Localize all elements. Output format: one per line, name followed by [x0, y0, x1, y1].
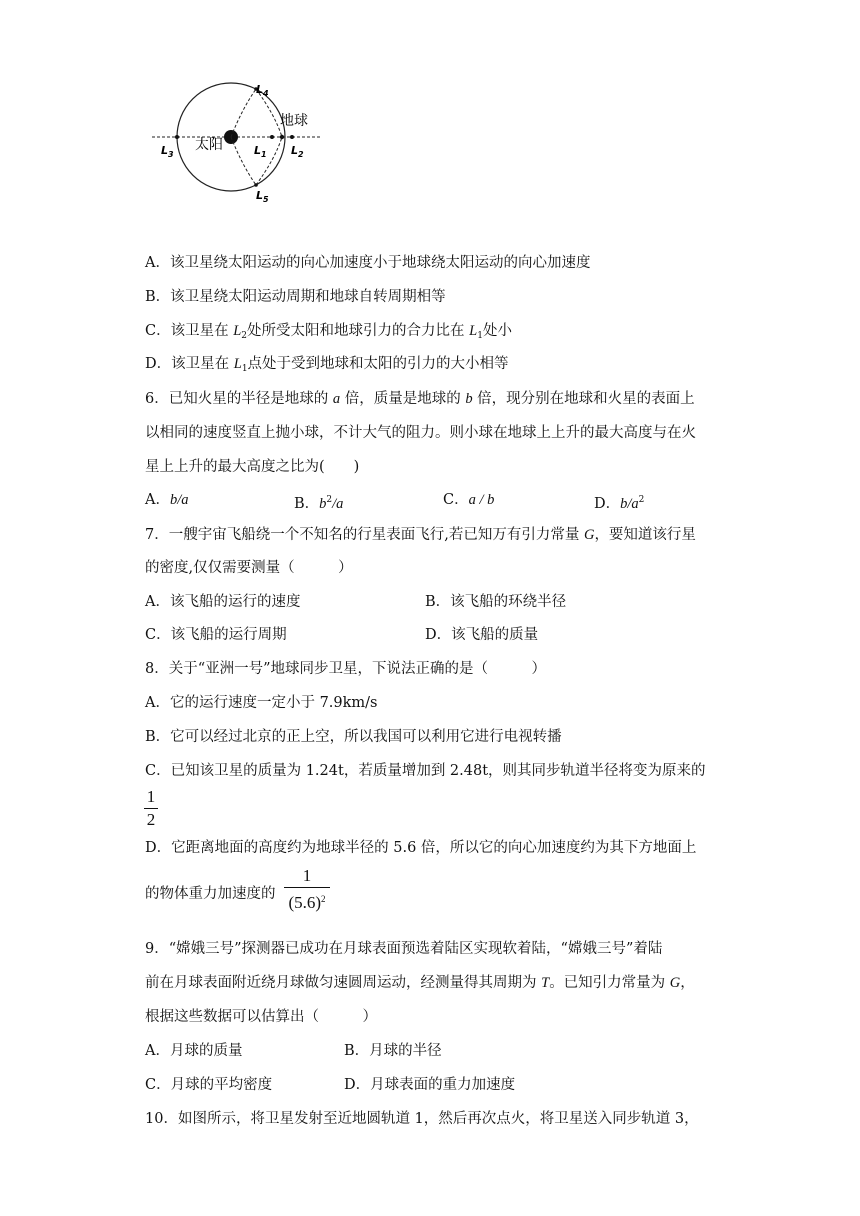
q5-option-a: A．该卫星绕太阳运动的向心加速度小于地球绕太阳运动的向心加速度	[145, 255, 591, 271]
l5-arc-left	[231, 137, 256, 185]
q6-stem-line2: 以相同的速度竖直上抛小球，不计大气的阻力。则小球在地球上上升的最大高度与在火	[145, 425, 696, 441]
q5-option-b: B．该卫星绕太阳运动周期和地球自转周期相等	[145, 289, 446, 305]
q8-option-a: A．它的运行速度一定小于 7.9km/s	[145, 695, 378, 711]
q7-stem-line2: 的密度,仅仅需要测量（ ）	[145, 560, 353, 576]
q5-option-d: D．该卫星在 $L_1$点处于受到地球和太阳的引力的大小相等	[145, 356, 509, 374]
q9-stem-line1: 9．“嫦娥三号”探测器已成功在月球表面预选着陆区实现软着陆，“嫦娥三号”着陆	[145, 941, 663, 957]
q8-stem: 8．关于“亚洲一号”地球同步卫星，下说法正确的是（ ）	[145, 661, 547, 677]
q7-option-c: C．该飞船的运行周期	[145, 627, 287, 643]
q6-stem-line3: 星上上升的最大高度之比为( )	[145, 459, 360, 475]
l3-label: $L_3$	[161, 144, 174, 159]
lagrange-diagram	[150, 75, 325, 205]
q9-stem-line3: 根据这些数据可以估算出（ ）	[145, 1009, 377, 1025]
earth-label: 地球	[280, 113, 308, 129]
l2-label: $L_2$	[291, 144, 304, 159]
q5-option-c: C．该卫星在 $L_2$处所受太阳和地球引力的合力比在 $L_1$处小	[145, 323, 512, 341]
l1-label: $L_1$	[254, 144, 267, 159]
sun-label: 太阳	[195, 137, 223, 153]
q7-option-b: B．该飞船的环绕半径	[425, 594, 567, 610]
q6-option-b: B．$b^2/a$	[294, 495, 344, 512]
l4-label: $L_4$	[256, 83, 269, 98]
l4-arc-upper	[256, 89, 282, 137]
q6-option-d: D．$b/a^2$	[594, 495, 645, 512]
q8-option-c-fraction: 1 2	[144, 787, 158, 830]
q8-option-d-fraction: 1 $(5.6)^2$	[284, 866, 330, 913]
q6-option-a: A．b/a	[145, 492, 189, 508]
q9-option-d: D．月球表面的重力加速度	[344, 1077, 516, 1093]
q7-stem-line1: 7．一艘宇宙飞船绕一个不知名的行星表面飞行,若已知万有引力常量 G，要知道该行星	[145, 527, 696, 543]
q6-option-c: C．a / b	[443, 492, 495, 508]
q6-stem-line1: 6．已知火星的半径是地球的 a 倍，质量是地球的 b 倍，现分别在地球和火星的表面上	[145, 391, 695, 407]
q8-option-c: C．已知该卫星的质量为 1.24t，若质量增加到 2.48t，则其同步轨道半径将变为原来的	[145, 763, 706, 779]
q9-option-a: A．月球的质量	[145, 1043, 243, 1059]
l2-point	[290, 135, 294, 139]
q7-option-a: A．该飞船的运行的速度	[145, 594, 301, 610]
l5-point	[254, 183, 258, 187]
l3-point	[175, 135, 179, 139]
earth-point	[280, 135, 284, 139]
l1-point	[270, 135, 274, 139]
q9-option-b: B．月球的半径	[344, 1043, 442, 1059]
q10-stem-line1: 10．如图所示，将卫星发射至近地圆轨道 1，然后再次点火，将卫星送入同步轨道 3，	[145, 1111, 699, 1127]
q7-option-d: D．该飞船的质量	[425, 627, 539, 643]
q8-option-d-line1: D．它距离地面的高度约为地球半径的 5.6 倍，所以它的向心加速度约为其下方地面上	[145, 840, 697, 856]
q9-stem-line2: 前在月球表面附近绕月球做匀速圆周运动，经测量得其周期为 T。已知引力常量为 G，	[145, 975, 695, 991]
l4-arc-left	[231, 89, 256, 137]
q8-option-b: B．它可以经过北京的正上空，所以我国可以利用它进行电视转播	[145, 729, 562, 745]
q8-option-d-line2: 的物体重力加速度的	[145, 886, 276, 902]
l5-label: $L_5$	[256, 189, 269, 204]
q9-option-c: C．月球的平均密度	[145, 1077, 273, 1093]
